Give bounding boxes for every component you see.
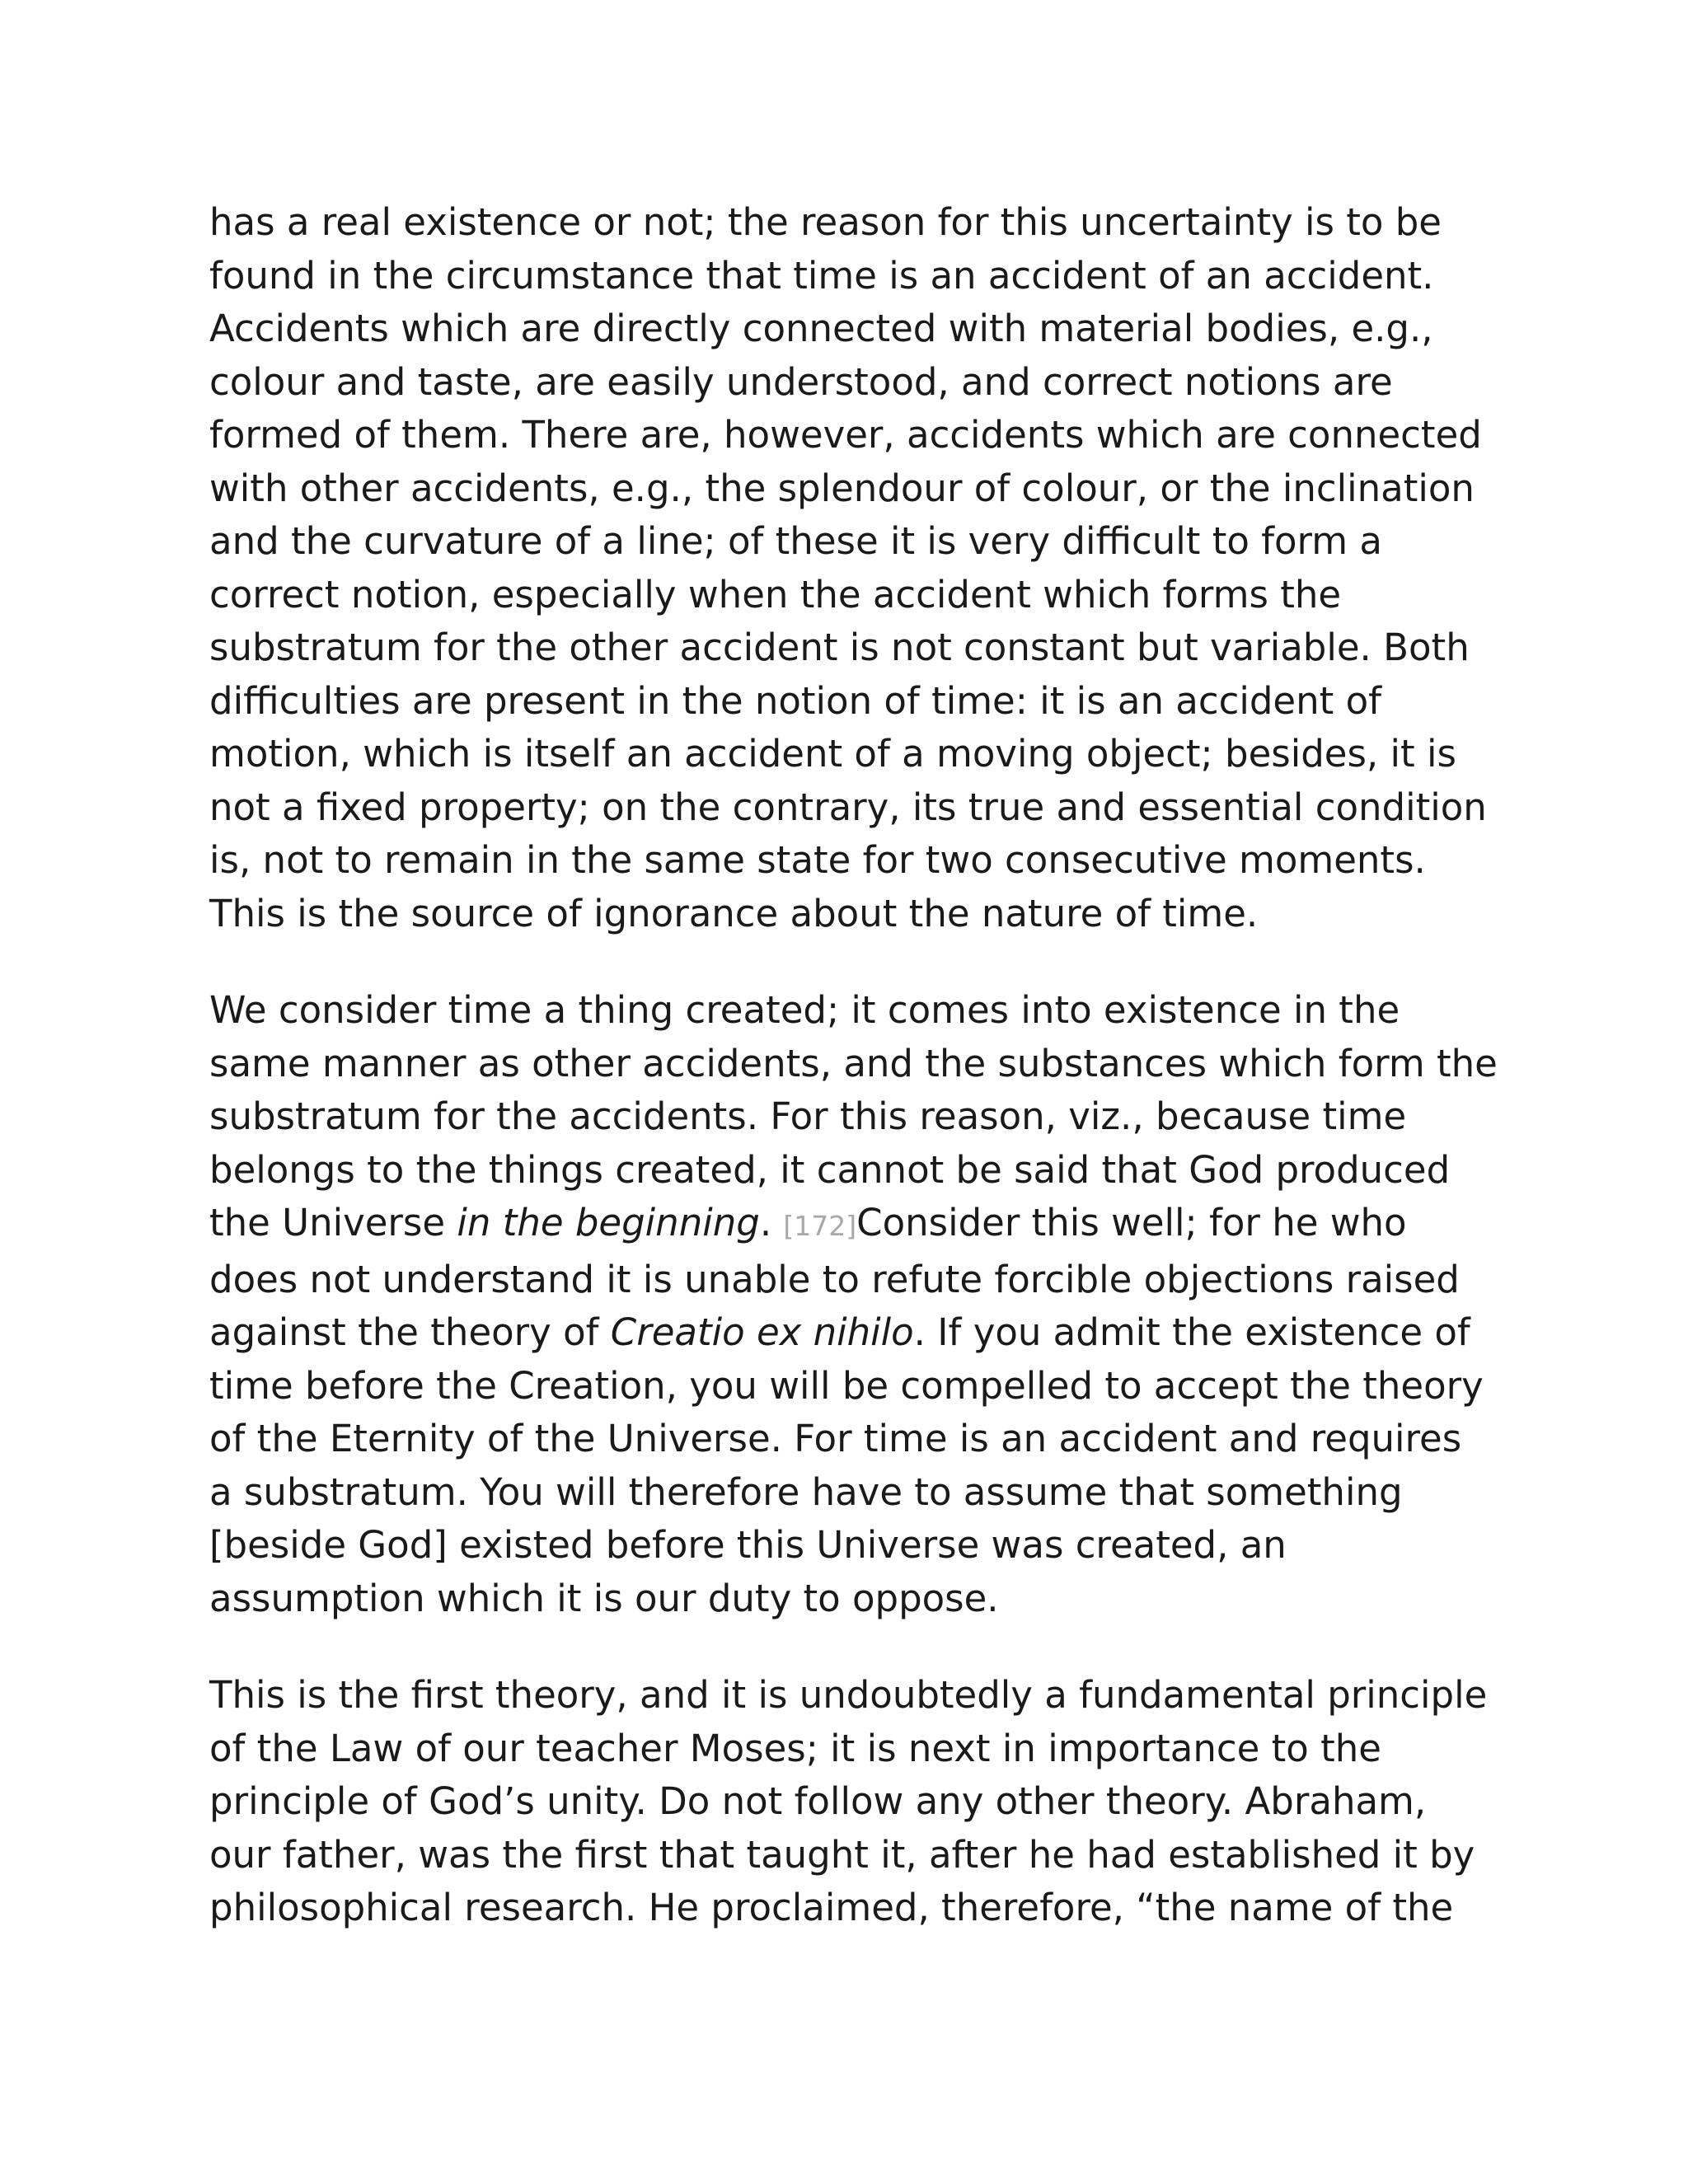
text-line: does not understand it is unable to refute forcible objections raised: [209, 1257, 1460, 1301]
text-line: is, not to remain in the same state for two consecutive moments.: [209, 838, 1426, 882]
document-page: [209, 196, 1498, 1979]
paragraph-2: [209, 984, 1498, 1625]
text-line: a substratum. You will therefore have to assume that something: [209, 1469, 1403, 1514]
text-line: substratum for the accidents. For this reason, viz., because time: [209, 1094, 1407, 1138]
text-line: [beside God] existed before this Universe was created, an: [209, 1523, 1287, 1567]
paragraph-1: [209, 196, 1495, 940]
text-run: .: [759, 1201, 784, 1244]
text-line: not a fixed property; on the contrary, its true and essential condition: [209, 785, 1487, 829]
italic-phrase: in the beginning: [457, 1201, 760, 1244]
text-line: This is the source of ignorance about the nature of time.: [209, 891, 1259, 935]
paragraph-3: [209, 1669, 1495, 1935]
text-line: of the Law of our teacher Moses; it is next in importance to the: [209, 1726, 1381, 1770]
text-line: belongs to the things created, it cannot be said that God produced: [209, 1147, 1451, 1192]
text-line: Accidents which are directly connected with material bodies, e.g.,: [209, 307, 1433, 350]
text-line: motion, which is itself an accident of a moving object; besides, it is: [209, 732, 1456, 776]
text-line: [209, 1197, 1495, 1254]
text-line: has a real existence or not; the reason for this uncertainty is to be: [209, 200, 1442, 244]
text-line: time before the Creation, you will be compelled to accept the theory: [209, 1363, 1484, 1408]
text-line: found in the circumstance that time is an accident of an accident.: [209, 253, 1434, 298]
text-line: and the curvature of a line; of these it is very difficult to form a: [209, 519, 1382, 563]
text-line: with other accidents, e.g., the splendour of colour, or the inclination: [209, 466, 1475, 510]
text-line: We consider time a thing created; it comes into existence in the: [209, 988, 1400, 1032]
text-line: of the Eternity of the Universe. For time is an accident and requires: [209, 1417, 1462, 1460]
text-line: our father, was the first that taught it, after he had established it by: [209, 1832, 1475, 1877]
text-line: substratum for the other accident is not constant but variable. Both: [209, 626, 1470, 669]
text-line: principle of God’s unity. Do not follow any other theory. Abraham,: [209, 1779, 1427, 1823]
italic-phrase: Creatio ex nihilo: [610, 1310, 914, 1354]
text-line: formed of them. There are, however, accidents which are connected: [209, 413, 1482, 457]
text-line: This is the first theory, and it is undoubtedly a fundamental principle: [209, 1673, 1488, 1717]
text-run: the Universe: [209, 1201, 457, 1244]
text-run: Consider this well; for he who: [856, 1201, 1407, 1244]
text-line: philosophical research. He proclaimed, therefore, “the name of the: [209, 1886, 1454, 1929]
page-number-marker[interactable]: [172]: [783, 1210, 857, 1242]
text-run: against the theory of: [209, 1310, 611, 1354]
text-line: colour and taste, are easily understood, and correct notions are: [209, 359, 1393, 404]
text-line: [209, 1306, 1495, 1360]
text-line: same manner as other accidents, and the substances which form the: [209, 1041, 1498, 1085]
text-line: assumption which it is our duty to oppose.: [209, 1576, 999, 1620]
text-line: correct notion, especially when the accident which forms the: [209, 572, 1342, 616]
text-run: . If you admit the existence of: [913, 1310, 1470, 1354]
text-line: difficulties are present in the notion of time: it is an accident of: [209, 678, 1381, 723]
